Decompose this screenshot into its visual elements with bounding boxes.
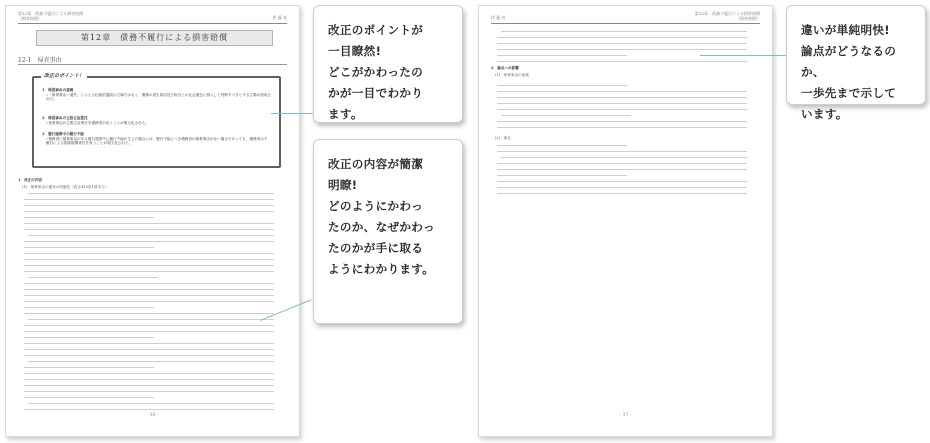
body-text-line: [497, 145, 627, 146]
body-text-line: [497, 151, 747, 152]
body-text-line: [28, 235, 274, 236]
callout-line: 論点がどうなるのか、: [801, 44, 897, 79]
running-header-line: 第12章 債務不履行による損害賠償: [18, 11, 84, 16]
callout-line: たのか、なぜかわっ: [328, 220, 435, 234]
body-text-line: [24, 271, 274, 272]
body-text-line: [497, 187, 747, 188]
body-text-line: [501, 31, 747, 32]
kaisei-item-body: ✓「帰責事由＝過失」とらえる伝統的通説の立場ではなく、債務の発生原因及び取引上の社会通念に照らして判断すべきとする立場が採用された。: [46, 92, 271, 102]
body-text-line: [24, 379, 274, 380]
body-text-line: [497, 103, 747, 104]
body-text-line: [24, 295, 274, 296]
body-text-line: [501, 115, 631, 116]
body-heading: 2 論点への影響: [491, 66, 519, 70]
running-header-line: （損害賠償）: [736, 16, 760, 21]
body-text-line: [497, 127, 747, 128]
chapter-title: 第12章 債務不履行による損害賠償: [36, 30, 273, 46]
body-text-line: [24, 199, 274, 200]
author-name: 伊 藤 亮: [491, 15, 506, 20]
body-text-line: [24, 289, 274, 290]
body-text-line: [497, 61, 747, 62]
section-title: 12-1 帰責事由: [18, 57, 62, 64]
body-subheading: (2) 補足: [495, 136, 511, 140]
kaisei-item: [42, 116, 271, 125]
kaisei-item-body: ✓免責事由の主張立証責任を債務者が負うことが明文化された。: [46, 120, 149, 125]
kaisei-item-title: 1 帰責事由の意義: [42, 88, 74, 92]
kaisei-item-body: ✓債務者に帰責事由がある履行遅滞中に履行不能が生じた場合には、履行不能につき債務者の帰責事由がない場合であっても、債務者は不履行による損害賠償責任を負うことが明文化された。: [46, 136, 268, 146]
kaisei-item: [42, 88, 271, 102]
body-text-line: [28, 403, 274, 404]
callout-line: どこがかわったの: [328, 65, 424, 79]
body-text-line: [24, 373, 274, 374]
body-text-line: [497, 175, 627, 176]
callout-line: たのかが手に取る: [328, 241, 424, 255]
body-text-line: [24, 307, 154, 308]
body-text-line: [24, 397, 154, 398]
body-text-line: [28, 193, 274, 194]
callout-line: います。: [801, 107, 848, 121]
callout-line: 一歩先まで示して: [801, 86, 897, 100]
body-heading: 1 改正の内容: [18, 178, 43, 182]
section-rule: [18, 64, 287, 65]
callout-line: ます。: [328, 107, 363, 121]
kaisei-item: [42, 132, 271, 146]
header-rule: [18, 23, 287, 24]
body-subheading: (1) 帰責事由の意義: [495, 73, 529, 77]
body-text-line: [497, 193, 747, 194]
body-text-line: [24, 355, 274, 356]
body-subheading: (1) 帰責事由の趣旨の明確化（改正415条1項本文）: [22, 185, 109, 189]
callout-line: 違いが単純明快!: [801, 23, 890, 37]
callout-line: ようにわかります。: [328, 262, 435, 276]
connector-line: [271, 113, 313, 114]
body-text-line: [497, 85, 627, 86]
body-text-line: [28, 361, 274, 362]
body-text-line: [24, 337, 154, 338]
callout-line: 明瞭!: [328, 178, 358, 192]
body-text-line: [497, 43, 747, 44]
body-text-line: [497, 91, 747, 92]
callout-line: 一目瞭然!: [328, 44, 382, 58]
body-text-line: [24, 217, 154, 218]
callout-issue-impact: [786, 5, 926, 121]
body-text-line: [24, 367, 154, 368]
body-text-line: [497, 97, 747, 98]
callout-line: どのようにかわっ: [328, 199, 424, 213]
running-header: [18, 11, 83, 21]
body-text-line: [24, 391, 274, 392]
body-text-line: [497, 169, 747, 170]
body-text-line: [28, 319, 274, 320]
running-header-line: （損害賠償）: [18, 16, 42, 21]
body-text-line: [24, 349, 274, 350]
body-text-line: [24, 313, 274, 314]
body-text-line: [24, 265, 274, 266]
connector-line: [700, 55, 786, 56]
body-text-line: [24, 331, 274, 332]
body-text-line: [28, 277, 158, 278]
body-text-line: [24, 325, 274, 326]
body-text-line: [24, 205, 274, 206]
callout-revision-content: [313, 139, 463, 324]
kaisei-point-box: [32, 73, 281, 168]
kaisei-item-title: 3 履行遅滞中の履行不能: [42, 132, 85, 136]
body-text-line: [24, 283, 274, 284]
body-text-line: [24, 343, 274, 344]
body-text-line: [24, 223, 274, 224]
callout-line: 改正のポイントが: [328, 23, 424, 37]
body-text-line: [24, 241, 274, 242]
callout-line: かが一目でわかり: [328, 86, 424, 100]
kaisei-item-title: 2 帰責事由の主張立証責任: [42, 116, 88, 120]
body-text-line: [497, 49, 747, 50]
page-number: - 37 -: [619, 413, 632, 418]
left-document-page: [5, 5, 300, 437]
body-text-line: [497, 121, 747, 122]
body-text-line: [497, 181, 747, 182]
right-document-page: [478, 5, 773, 437]
body-text-line: [501, 157, 747, 158]
body-text-line: [24, 259, 274, 260]
body-text-line: [24, 409, 274, 410]
body-text-line: [24, 247, 154, 248]
callout-kaisei-point: [313, 5, 463, 123]
body-text-line: [24, 301, 274, 302]
body-text-line: [24, 253, 274, 254]
running-header: [695, 11, 760, 21]
body-text-line: [24, 385, 274, 386]
callout-line: 改正の内容が簡潔: [328, 157, 424, 171]
kaisei-point-label: 改正のポイント！: [41, 72, 87, 79]
body-text-line: [497, 109, 747, 110]
body-text-line: [24, 211, 274, 212]
page-number: - 36 -: [146, 413, 159, 418]
running-header-line: 第12章 債務不履行による損害賠償: [694, 11, 760, 16]
author-name: 伊 藤 亮: [272, 15, 287, 20]
body-text-line: [24, 229, 274, 230]
body-text-line: [497, 37, 747, 38]
body-text-line: [497, 163, 747, 164]
header-rule: [491, 23, 760, 24]
body-text-line: [497, 55, 627, 56]
